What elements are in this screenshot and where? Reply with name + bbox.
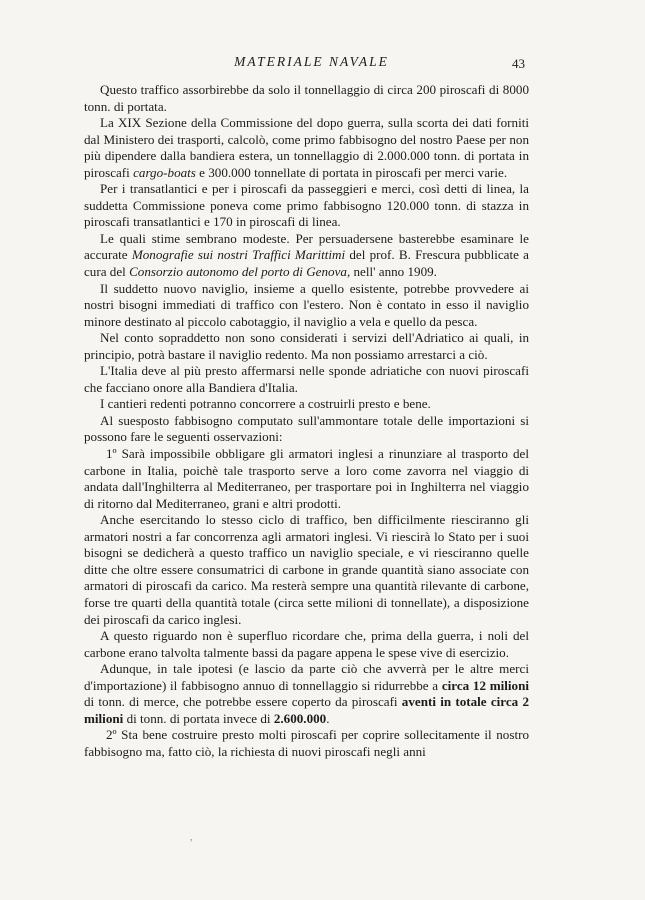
- paragraph: [84, 661, 529, 727]
- italic-text: Monografie sui nostri Traffici Marittimi: [131, 247, 346, 263]
- paragraph: [84, 115, 529, 181]
- body-text: [84, 82, 529, 760]
- text-run: Per i transatlantici e per i piroscafi da passeggieri e merci, così detti di linea, la suddetta Commissione poneva come primo fabbisogno 120.000 tonn. di stazza in piroscafi transatlantici e 170 in piroscafi di linea.: [84, 181, 529, 230]
- italic-text: cargo-boats: [133, 164, 196, 180]
- paragraph: [84, 413, 529, 446]
- text-run: Anche esercitando lo stesso ciclo di traffico, ben difficilmente riesciranno gli armatori nostri a far concorrenza agli armatori inglesi. Vi riescirà lo Stato per i suoi bisogni se dedicherà a questo traffico un naviglio speciale, e vi riesciranno quelle ditte che oltre essere consumatrici di carbone in grande quantità siano associate con armatori di piroscafi da carico. Ma resterà sempre una quantità rilevante di carbone, forse tre quarti della quantità totale (circa sette milioni di tonnellate), a disposizione dei piroscafi da carico inglesi.: [84, 512, 529, 627]
- paragraph: [84, 330, 529, 363]
- paragraph: [84, 446, 529, 512]
- text-run: L'Italia deve al più presto affermarsi nelle sponde adriatiche con nuovi piroscafi che facciano onore alla Bandiera d'Italia.: [84, 363, 529, 395]
- paragraph: [84, 512, 529, 628]
- paragraph: [84, 281, 529, 331]
- text-run: Le quali stime sembrano modeste. Per persuadersene basterebbe esaminare le accurate: [84, 230, 529, 263]
- text-run: Questo traffico assorbirebbe da solo il tonnellaggio di circa 200 piroscafi di 8000 tonn. di portata.: [84, 82, 529, 114]
- paragraph: [84, 727, 529, 760]
- text-run: Nel conto sopraddetto non sono considerati i servizi dell'Adriatico ai quali, in principio, potrà bastare il naviglio redento. Ma non possiamo arrestarci a ciò.: [84, 330, 529, 362]
- page-number: 43: [512, 56, 525, 71]
- paragraph: [84, 181, 529, 231]
- paragraph: [84, 396, 529, 413]
- text-run: di tonn. di portata invece di: [123, 710, 274, 726]
- paragraph: [84, 231, 529, 281]
- running-title: MATERIALE NAVALE: [234, 54, 389, 69]
- paragraph: [84, 628, 529, 661]
- text-run: 1º Sarà impossibile obbligare gli armatori inglesi a rinunziare al trasporto del carbone in Italia, poichè tale trasporto serve a loro come zavorra nel viaggio di andata dall'Inghilterra al Mediterraneo, per trasportare poi in Inghilterra nel viaggio di ritorno dal Mediterraneo, grani e altri prodotti.: [84, 446, 529, 511]
- bold-text: 2.600.000: [273, 710, 327, 726]
- text-run: di tonn. di merce, che potrebbe essere coperto da piroscafi: [84, 694, 402, 710]
- text-run: .: [326, 710, 330, 726]
- text-run: A questo riguardo non è superfluo ricordare che, prima della guerra, i noli del carbone erano talvolta talmente bassi da pagare appena le spese vive di esercizio.: [84, 628, 529, 660]
- text-run: La XIX Sezione della Commissione del dopo guerra, sulla scorta dei dati forniti dal Ministero dei trasporti, calcolò, come primo fabbisogno del nostro Paese per non più dipendere dalla bandiera estera, un tonnellaggio di 2.000.000 tonn. di portata in piroscafi: [84, 115, 529, 180]
- text-run: nell' anno 1909.: [350, 264, 437, 280]
- bold-text: circa 12 milioni: [441, 677, 529, 693]
- italic-text: Consorzio autonomo del porto di Genova,: [129, 264, 351, 280]
- text-run: Il suddetto nuovo naviglio, insieme a quello esistente, potrebbe provvedere ai nostri bisogni immediati di traffico con l'estero. Non è contato in esso il naviglio minore destinato al piccolo cabotaggio, il naviglio a vela e quello da pesca.: [84, 280, 529, 329]
- text-run: Al suesposto fabbisogno computato sull'ammontare totale delle importazioni si possono fare le seguenti osservazioni:: [84, 412, 529, 445]
- paragraph: [84, 82, 529, 115]
- text-run: Adunque, in tale ipotesi (e lascio da parte ciò che avverrà per le altre merci d'importazione) il fabbisogno annuo di tonnellaggio si ridurrebbe a: [84, 661, 529, 693]
- text-run: 2º Sta bene costruire presto molti piroscafi per coprire sollecitamente il nostro fabbisogno ma, fatto ciò, la richiesta di nuovi piroscafi negli anni: [84, 727, 529, 759]
- text-run: e 300.000 tonnellate di portata in piroscafi per merci varie.: [195, 164, 508, 180]
- scan-speck: ,: [190, 832, 193, 843]
- text-run: del prof. B. Frescura pubblicate a cura del: [84, 247, 529, 280]
- paragraph: [84, 363, 529, 396]
- bold-text: aventi in totale circa 2 milioni: [84, 694, 529, 726]
- text-run: I cantieri redenti potranno concorrere a costruirli presto e bene.: [100, 396, 431, 412]
